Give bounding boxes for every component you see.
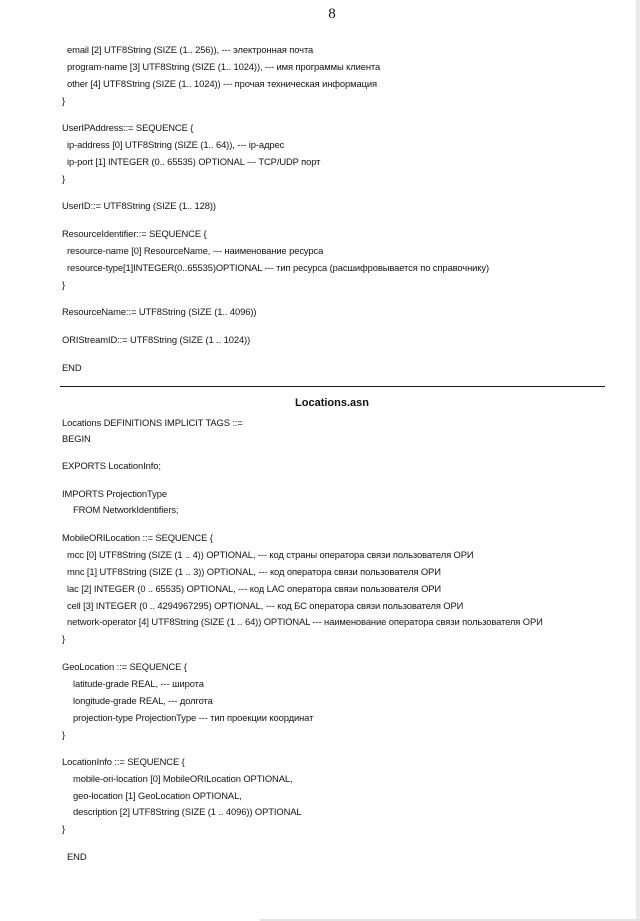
asn-line: mobile-ori-location [0] MobileORILocation OPTIONAL, [73,773,293,784]
asn-line: UserID::= UTF8String (SIZE (1.. 128)) [62,200,216,211]
asn-line: ResourceIdentifier::= SEQUENCE { [62,228,207,239]
asn-line: Locations DEFINITIONS IMPLICIT TAGS ::= [62,417,243,428]
asn-line: END [67,851,87,862]
asn-line: } [62,95,66,106]
asn-line: ORIStreamID::= UTF8String (SIZE (1 .. 1024)) [62,334,251,345]
asn-line: description [2] UTF8String (SIZE (1 .. 4096)) OPTIONAL [73,806,302,817]
asn-line: mnc [1] UTF8String (SIZE (1 .. 3)) OPTIONAL, --- код оператора связи пользователя ОРИ [67,566,441,577]
asn-line: GeoLocation ::= SEQUENCE { [62,661,187,672]
section-divider [60,386,605,387]
asn-line: ip-port [1] INTEGER (0.. 65535) OPTIONAL --- TCP/UDP порт [67,156,321,167]
asn-line: IMPORTS ProjectionType [62,488,167,499]
asn-line: MobileORILocation ::= SEQUENCE { [62,532,213,543]
asn-line: } [62,823,66,834]
asn-line: } [62,279,66,290]
asn-line: resource-name [0] ResourceName, --- наименование ресурса [67,245,324,256]
asn-line: } [62,173,66,184]
asn-line: latitude-grade REAL, --- широта [73,678,204,689]
asn-line: } [62,729,66,740]
asn-line: END [62,362,82,373]
asn-line: lac [2] INTEGER (0 .. 65535) OPTIONAL, --- код LAC оператора связи пользователя ОРИ [67,583,442,594]
asn-line: ResourceName::= UTF8String (SIZE (1.. 4096)) [62,306,257,317]
page-number: 8 [328,6,336,22]
asn-line: email [2] UTF8String (SIZE (1.. 256)), --- электронная почта [67,44,314,55]
section-title: Locations.asn [295,397,369,409]
asn-line: LocationInfo ::= SEQUENCE { [62,756,185,767]
asn-line: program-name [3] UTF8String (SIZE (1.. 1024)), --- имя программы клиента [67,61,381,72]
asn-line: FROM NetworkIdentifiers; [73,504,179,515]
asn-line: cell [3] INTEGER (0 .. 4294967295) OPTIONAL, --- код БС оператора связи пользователя ОРИ [67,600,464,611]
asn-line: } [62,633,66,644]
asn-line: mcc [0] UTF8String (SIZE (1 .. 4)) OPTIONAL, --- код страны оператора связи пользователя ОРИ [67,549,474,560]
asn-line: other [4] UTF8String (SIZE (1.. 1024)) --- прочая техническая информация [67,78,377,89]
asn-line: longitude-grade REAL, --- долгота [73,695,213,706]
asn-line: BEGIN [62,433,91,444]
asn-line: geo-location [1] GeoLocation OPTIONAL, [73,790,242,801]
asn-line: ip-address [0] UTF8String (SIZE (1.. 64)), --- ip-адрес [67,139,285,150]
asn-line: resource-type[1]INTEGER(0..65535)OPTIONAL --- тип ресурса (расшифровывается по справочнику) [67,262,489,273]
scan-edge [636,0,640,921]
asn-line: UserIPAddress::= SEQUENCE { [62,122,194,133]
asn-line: network-operator [4] UTF8String (SIZE (1 .. 64)) OPTIONAL --- наименование оператора связи пользователя ОРИ [67,616,543,627]
asn-line: projection-type ProjectionType --- тип проекции координат [73,712,314,723]
asn-line: EXPORTS LocationInfo; [62,460,161,471]
